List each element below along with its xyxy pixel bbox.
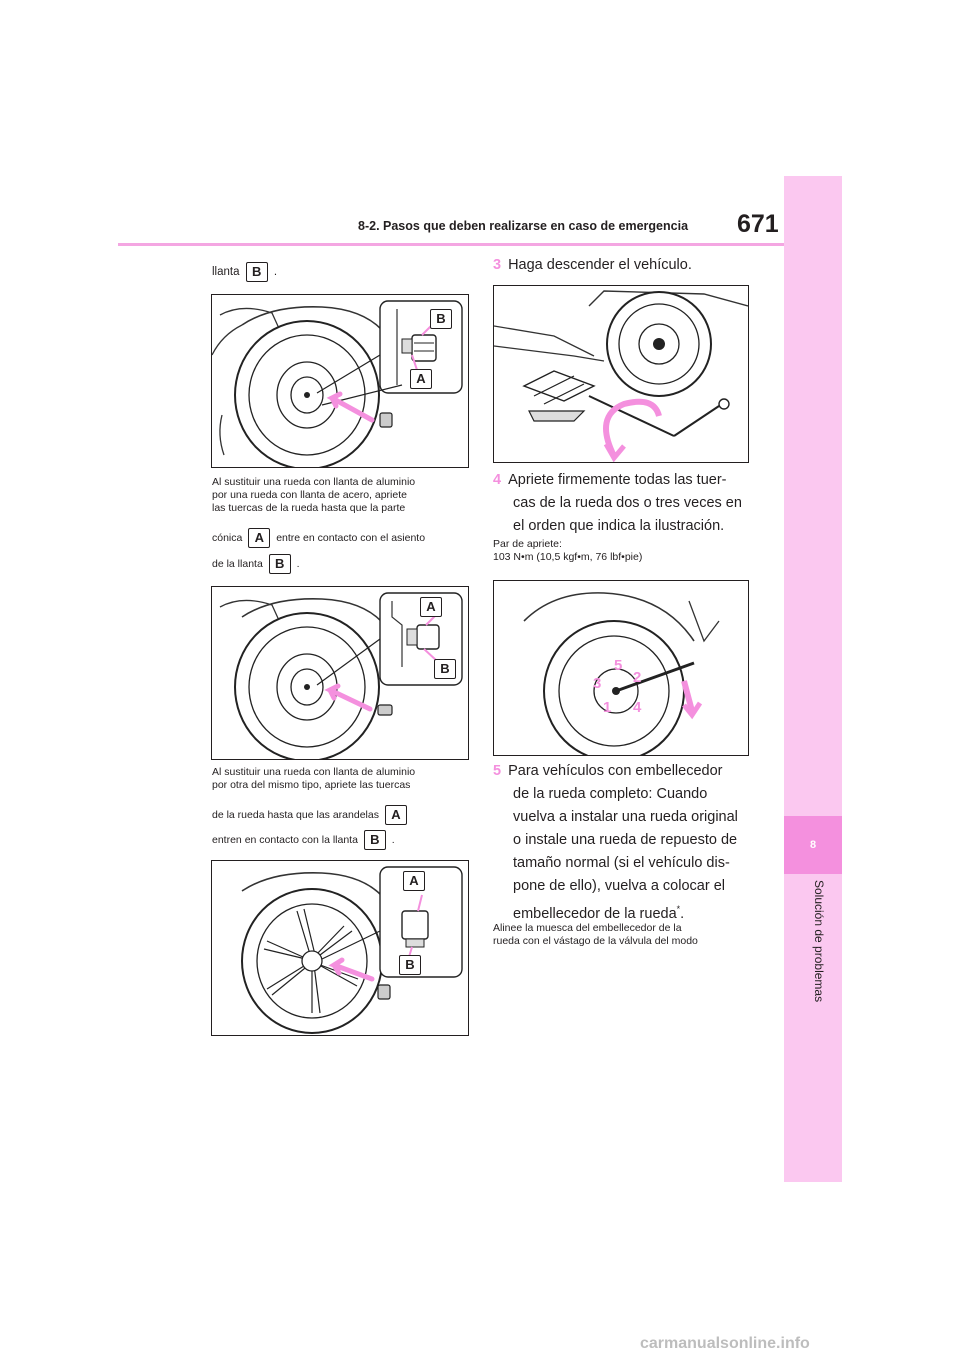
text-line: por otra del mismo tipo, apriete las tuercas [212, 779, 411, 791]
text-line-arandelas [212, 805, 410, 825]
step-text: pone de ello), vuelva a colocar el [513, 878, 725, 894]
step-text: Para vehículos con embellecedor [508, 763, 723, 779]
figure-alloy-rim-nut [211, 586, 469, 760]
step-text: de la rueda completo: Cuando [513, 786, 708, 802]
text-fragment: de la rueda hasta que las arandelas [212, 808, 379, 821]
paragraph-alloy-rim [212, 766, 472, 792]
step-number: 3 [493, 257, 502, 273]
order-number: 1 [603, 699, 612, 716]
callout-b: B [399, 955, 421, 975]
figure-tightening-order [493, 580, 749, 756]
callout-a: A [403, 871, 425, 891]
step-text: embellecedor de la rueda [513, 905, 677, 922]
header-rule [118, 243, 784, 246]
step-4 [493, 469, 742, 538]
order-number: 3 [593, 675, 602, 692]
page-number: 671 [737, 210, 779, 238]
callout-b: B [434, 659, 456, 679]
text-fragment: entren en contacto con la llanta [212, 833, 358, 846]
step-text: o instale una rueda de repuesto de [513, 832, 738, 848]
step-5 [493, 760, 738, 926]
chapter-number: 8 [809, 839, 817, 851]
step-text: . [680, 905, 685, 922]
order-number: 4 [633, 699, 642, 716]
step-text: vuelva a instalar una rueda original [513, 809, 738, 825]
text-fragment: entre en contacto con el asiento [276, 531, 426, 544]
text-line: por una rueda con llanta de acero, apriete [212, 489, 407, 501]
step-text: cas de la rueda dos o tres veces en [513, 495, 742, 511]
text-line: Al sustituir una rueda con llanta de aluminio [212, 766, 416, 778]
text-fragment: cónica [212, 531, 243, 544]
footnote-mark: * [676, 904, 681, 914]
text-fragment: de la llanta [212, 557, 263, 570]
callout-a: A [410, 369, 432, 389]
callout-badge: B [246, 262, 268, 282]
callout-badge: A [248, 528, 270, 548]
step-text: el orden que indica la ilustración. [513, 518, 725, 534]
text-fragment: . [391, 833, 395, 846]
order-number: 2 [633, 669, 642, 686]
figure-steel-rim-nut [211, 294, 469, 468]
text-line: Al sustituir una rueda con llanta de aluminio [212, 476, 416, 488]
step-text: tamaño normal (si el vehículo dis- [513, 855, 730, 871]
text-line: rueda con el vástago de la válvula del modo [493, 935, 698, 947]
section-title: 8-2. Pasos que deben realizarse en caso de emergencia [358, 219, 689, 233]
chapter-number-tab[interactable] [784, 816, 842, 874]
text-line-conica [212, 528, 425, 548]
callout-badge: A [385, 805, 407, 825]
text-fragment: . [296, 557, 300, 570]
intro-line [212, 262, 277, 282]
footer-watermark: carmanualsonline.info [640, 1335, 810, 1352]
text-line: Alinee la muesca del embellecedor de la [493, 922, 682, 934]
step-text: Apriete firmemente todas las tuer- [508, 472, 727, 488]
figure-alloy-wheel-washer [211, 860, 469, 1036]
step-number: 5 [493, 763, 502, 779]
torque-value: 103 N•m (10,5 kgf•m, 76 lbf•pie) [493, 551, 643, 563]
chapter-label: Solución de problemas [812, 880, 826, 1003]
note-hubcap [493, 922, 753, 948]
callout-badge: B [269, 554, 291, 574]
step-text: Haga descender el vehículo. [508, 257, 692, 273]
step-3 [493, 254, 692, 277]
callout-a: A [420, 597, 442, 617]
figure-lower-vehicle [493, 285, 749, 463]
order-number: 5 [614, 657, 623, 674]
step-number: 4 [493, 472, 502, 488]
paragraph-steel-rim [212, 476, 472, 515]
text-line-llanta [212, 554, 300, 574]
torque-label: Par de apriete: [493, 538, 562, 550]
text-line: las tuercas de la rueda hasta que la parte [212, 502, 406, 514]
text-line-llanta-2 [212, 830, 395, 850]
intro-end: . [273, 266, 278, 279]
torque-spec [493, 538, 642, 564]
callout-badge: B [364, 830, 386, 850]
callout-b: B [430, 309, 452, 329]
intro-text: llanta [212, 266, 240, 279]
